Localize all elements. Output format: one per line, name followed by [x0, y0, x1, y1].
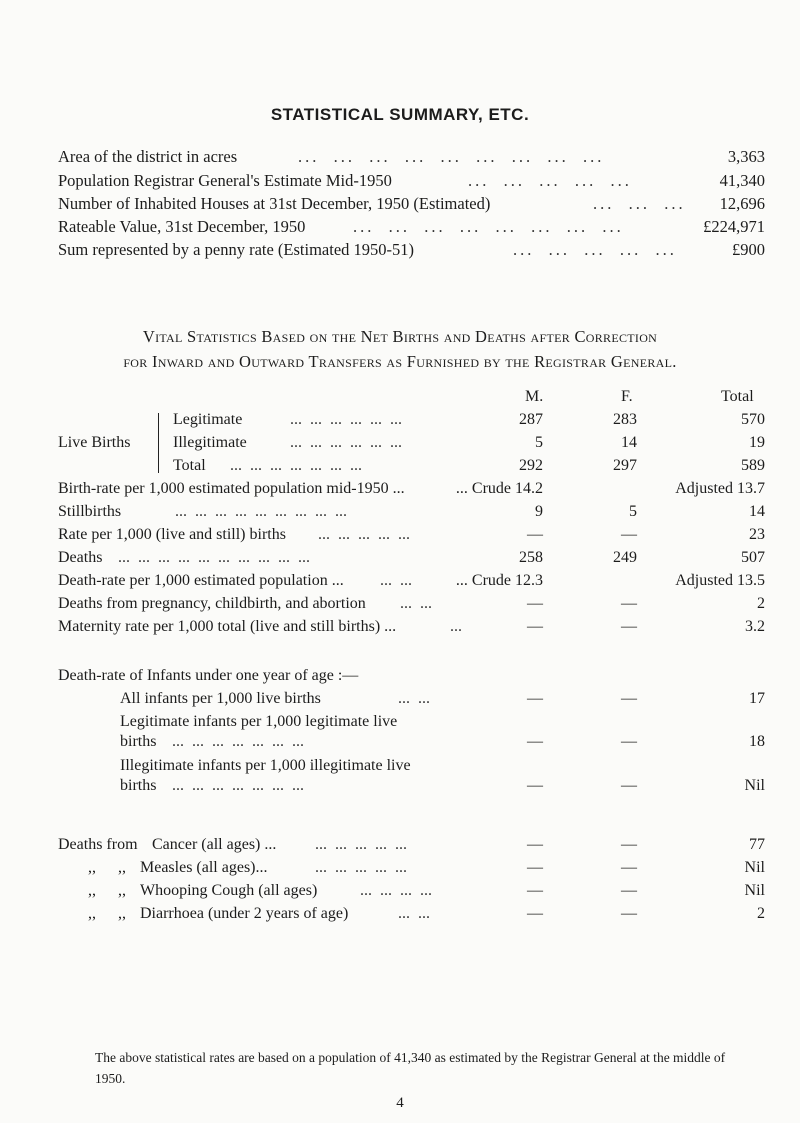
- cell-m: 5: [535, 434, 543, 451]
- page-title: STATISTICAL SUMMARY, ETC.: [270, 105, 530, 124]
- cell-m: —: [527, 690, 543, 707]
- leader-dots: ... ... ... ... ...: [315, 859, 407, 876]
- leader-dots: ... ...: [380, 572, 412, 589]
- cell-total: 19: [749, 434, 765, 451]
- cell-f: —: [621, 836, 637, 853]
- row-label: Birth-rate per 1,000 estimated population mid-1950 ...: [58, 480, 405, 497]
- cell-m: 287: [519, 411, 543, 428]
- leader-dots: ... ... ... ... ... ... ...: [172, 733, 304, 750]
- row-total: [0, 457, 800, 479]
- cell-span: Adjusted 13.5: [675, 572, 765, 589]
- row-label: births: [120, 733, 157, 750]
- row-label: Rate per 1,000 (live and still) births: [58, 526, 286, 543]
- cell-m: —: [527, 882, 543, 899]
- row-label: Cancer (all ages) ...: [152, 836, 277, 853]
- row-cause-cancer: [0, 836, 800, 858]
- summary-value: 3,363: [727, 147, 765, 166]
- cell-f: —: [621, 905, 637, 922]
- row-cause-measles: [0, 859, 800, 881]
- summary-row-houses: [58, 194, 765, 216]
- summary-value: £224,971: [703, 217, 765, 236]
- cell-f: 5: [629, 503, 637, 520]
- cell-span: Adjusted 13.7: [675, 480, 765, 497]
- ditto-mark: ,,: [88, 859, 96, 876]
- cell-total: Nil: [744, 882, 765, 899]
- cell-f: 249: [613, 549, 637, 566]
- ditto-mark: ,,: [118, 882, 126, 899]
- row-label: Diarrhoea (under 2 years of age): [140, 905, 349, 922]
- summary-row-population: [58, 171, 765, 193]
- vital-heading-line2: for Inward and Outward Transfers as Furnished by the Registrar General.: [123, 352, 677, 371]
- row-legitimate: [0, 411, 800, 433]
- cell-total: 2: [757, 595, 765, 612]
- row-label: Maternity rate per 1,000 total (live and still births) ...: [58, 618, 397, 635]
- row-label: Stillbirths: [58, 503, 122, 520]
- cell-m: 9: [535, 503, 543, 520]
- summary-value: £900: [732, 240, 765, 259]
- row-label: Death-rate per 1,000 estimated population ...: [58, 572, 344, 589]
- row-infant-legit: [0, 733, 800, 755]
- summary-row-penny-rate: [58, 240, 765, 262]
- row-label: births: [120, 777, 157, 794]
- cell-f: —: [621, 733, 637, 750]
- vital-heading-line1: Vital Statistics Based on the Net Births and Deaths after Correction: [142, 327, 658, 346]
- cell-m: —: [527, 526, 543, 543]
- cell-total: 77: [749, 836, 765, 853]
- live-births-label: Live Births: [58, 434, 131, 451]
- row-label: Illegitimate infants per 1,000 illegitimate live: [120, 757, 411, 774]
- cell-f: 14: [621, 434, 637, 451]
- cell-total: 23: [749, 526, 765, 543]
- row-birth-rate: [0, 480, 800, 502]
- row-infant-illegit-line1: [0, 757, 800, 779]
- row-label: Whooping Cough (all ages): [140, 882, 318, 899]
- column-header-m: M.: [525, 388, 544, 405]
- row-label: Deaths: [58, 549, 103, 566]
- row-infant-illegit: [0, 777, 800, 799]
- cell-f: —: [621, 859, 637, 876]
- row-maternity-rate: [0, 618, 800, 640]
- cell-total: 14: [749, 503, 765, 520]
- ditto-mark: ,,: [118, 859, 126, 876]
- cell-total: 589: [741, 457, 765, 474]
- cell-m: —: [527, 595, 543, 612]
- infant-heading-text: Death-rate of Infants under one year of age :—: [58, 667, 359, 684]
- cell-f: 283: [613, 411, 637, 428]
- row-label: All infants per 1,000 live births: [120, 690, 321, 707]
- column-header-f: F.: [621, 388, 633, 405]
- summary-label: Population Registrar General's Estimate Mid-1950: [58, 171, 392, 190]
- leader-dots: ... ... ... ... ... ...: [290, 434, 402, 451]
- row-label: Legitimate: [173, 411, 243, 428]
- cell-m: 292: [519, 457, 543, 474]
- cell-m: ... Crude 12.3: [455, 572, 543, 589]
- row-label: Deaths from pregnancy, childbirth, and abortion: [58, 595, 366, 612]
- leader-dots: ... ... ... ... ... ... ...: [172, 777, 304, 794]
- leader-dots: ... ... ...: [593, 194, 686, 213]
- row-infant-legit-line1: [0, 713, 800, 735]
- cell-m: —: [527, 618, 543, 635]
- cell-total: 570: [741, 411, 765, 428]
- leader-dots: ...: [450, 618, 462, 635]
- row-stillbirths: [0, 503, 800, 525]
- cell-total: 17: [749, 690, 765, 707]
- summary-row-rateable: [58, 217, 765, 239]
- infant-heading: [0, 667, 800, 689]
- row-label: Total: [173, 457, 206, 474]
- row-infant-all: [0, 690, 800, 712]
- cell-m: —: [527, 905, 543, 922]
- cell-m: —: [527, 836, 543, 853]
- row-deaths: [0, 549, 800, 571]
- leader-dots: ... ... ... ... ... ... ...: [230, 457, 362, 474]
- page-number: 4: [396, 1095, 404, 1111]
- leader-dots: ... ... ... ... ...: [315, 836, 407, 853]
- row-death-rate: [0, 572, 800, 594]
- column-header-total: Total: [721, 388, 754, 405]
- ditto-mark: ,,: [118, 905, 126, 922]
- cell-m: ... Crude 14.2: [455, 480, 543, 497]
- cell-f: —: [621, 882, 637, 899]
- cell-m: —: [527, 733, 543, 750]
- leader-dots: ... ... ... ... ... ... ... ... ... ...: [118, 549, 310, 566]
- row-cause-whooping-cough: [0, 882, 800, 904]
- cell-m: —: [527, 859, 543, 876]
- summary-row-area: [58, 147, 765, 169]
- cell-f: —: [621, 618, 637, 635]
- row-cause-diarrhoea: [0, 905, 800, 927]
- row-illegitimate: [0, 434, 800, 456]
- summary-label: Number of Inhabited Houses at 31st December, 1950 (Estimated): [58, 194, 491, 213]
- cell-total: Nil: [744, 777, 765, 794]
- cell-total: 2: [757, 905, 765, 922]
- row-label: Legitimate infants per 1,000 legitimate live: [120, 713, 398, 730]
- row-label: Illegitimate: [173, 434, 247, 451]
- row-prefix: Deaths from: [58, 836, 138, 853]
- cell-total: Nil: [744, 859, 765, 876]
- leader-dots: ... ... ... ... ... ... ... ... ...: [298, 147, 605, 166]
- leader-dots: ... ... ... ... ... ... ... ... ...: [175, 503, 347, 520]
- cell-m: —: [527, 777, 543, 794]
- ditto-mark: ,,: [88, 905, 96, 922]
- summary-value: 12,696: [719, 194, 765, 213]
- summary-value: 41,340: [719, 171, 765, 190]
- footnote: The above statistical rates are based on a population of 41,340 as estimated by the Registrar General at the middle of 1950.: [95, 1050, 726, 1086]
- row-stillbirth-rate: [0, 526, 800, 548]
- cell-total: 18: [749, 733, 765, 750]
- summary-label: Sum represented by a penny rate (Estimated 1950-51): [58, 240, 415, 259]
- leader-dots: ... ... ... ... ... ...: [290, 411, 402, 428]
- leader-dots: ... ...: [398, 905, 430, 922]
- cell-f: —: [621, 526, 637, 543]
- cell-total: 507: [741, 549, 765, 566]
- leader-dots: ... ...: [398, 690, 430, 707]
- leader-dots: ... ... ... ...: [360, 882, 432, 899]
- ditto-mark: ,,: [88, 882, 96, 899]
- row-label: Measles (all ages)...: [140, 859, 268, 876]
- cell-m: 258: [519, 549, 543, 566]
- cell-f: —: [621, 690, 637, 707]
- cell-total: 3.2: [745, 618, 765, 635]
- leader-dots: ... ... ... ... ...: [513, 240, 677, 259]
- leader-dots: ... ... ... ... ...: [318, 526, 410, 543]
- summary-label: Rateable Value, 31st December, 1950: [58, 217, 306, 236]
- row-maternal-deaths: [0, 595, 800, 617]
- cell-f: —: [621, 777, 637, 794]
- leader-dots: ... ... ... ... ... ... ... ...: [353, 217, 624, 236]
- summary-label: Area of the district in acres: [58, 147, 238, 166]
- leader-dots: ... ...: [400, 595, 432, 612]
- leader-dots: ... ... ... ... ...: [468, 171, 632, 190]
- cell-f: —: [621, 595, 637, 612]
- cell-f: 297: [613, 457, 637, 474]
